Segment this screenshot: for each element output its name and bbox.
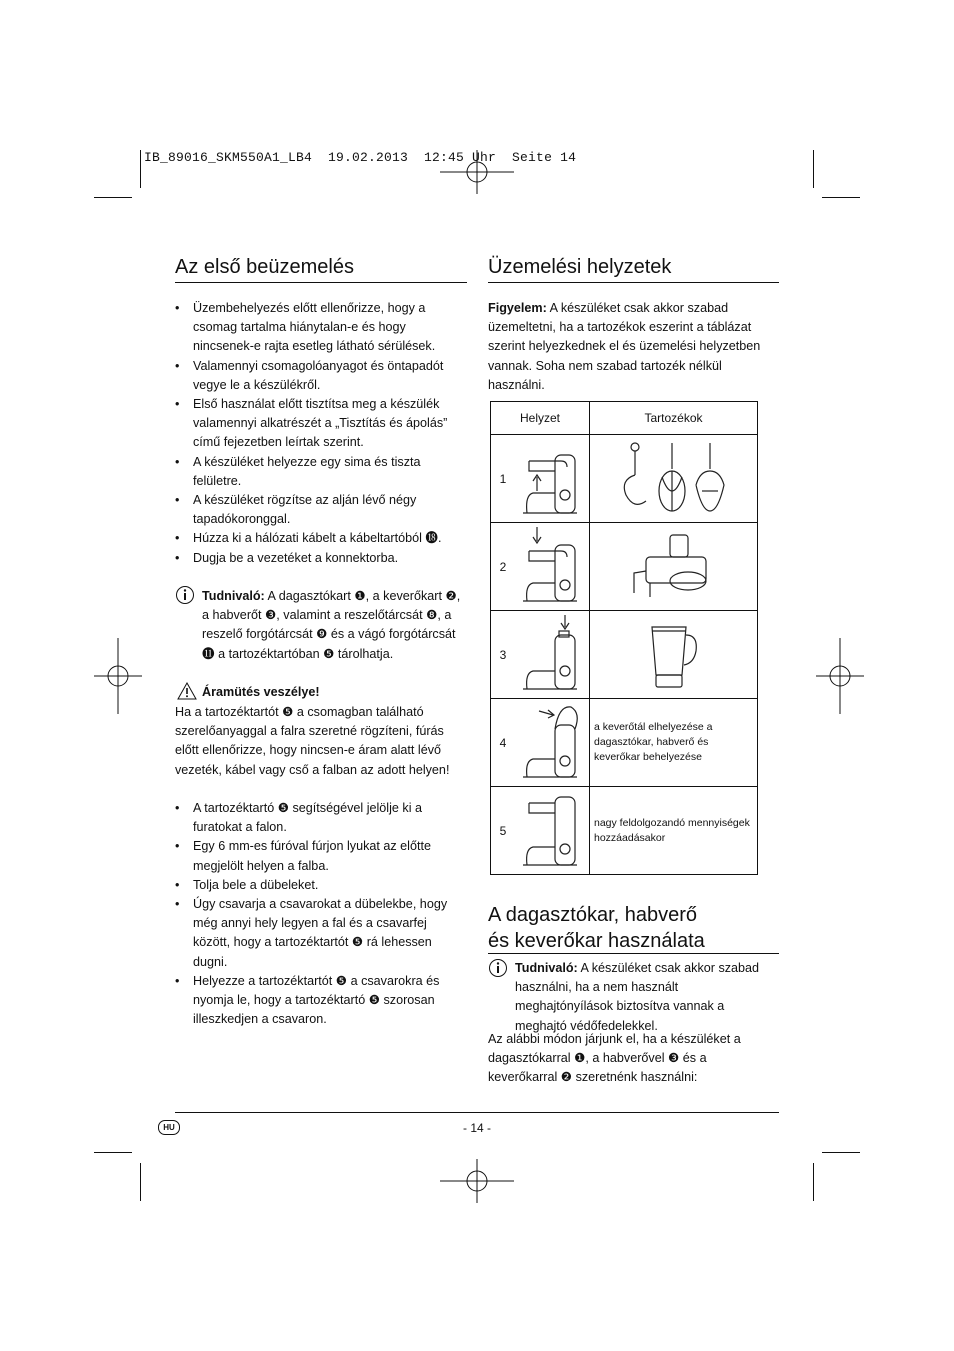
mixer-position-5-icon <box>515 787 585 871</box>
print-info: IB_89016_SKM550A1_LB4 19.02.2013 12:45 Uhr Seite 14 <box>144 150 577 165</box>
attention-label: Figyelem: <box>488 301 547 315</box>
table-row <box>491 787 758 875</box>
list-item: • Első használat előtt tisztítsa meg a készülék valamennyi alkatrészét a „Tisztítás és ápolás” című fejezetben leírtak szerint. <box>175 395 465 453</box>
left-section <box>175 254 467 280</box>
table-header-cell: Tartozékok <box>590 402 758 435</box>
list-item: • Helyezze a tartozéktartót ❺ a csavarokra és nyomja le, hogy a tartozéktartó ❺ szorosan illeszkedjen a csavaron. <box>175 972 465 1030</box>
accessories-tools-icon <box>590 435 756 519</box>
mixer-position-2-icon <box>515 523 585 607</box>
section-title-line: A dagasztókar, habverő <box>488 904 698 926</box>
note-text: A dagasztókart ❶, a keverőkart ❷, a habverőt ❸, valamint a reszelőtárcsát ❽, a reszelő forgótárcsát ❾ és a vágó forgótárcsát ⓫ a tartozéktartóban ❺ tárolhatja. <box>202 589 461 661</box>
note-tip <box>202 587 464 664</box>
table-header-cell: Helyzet <box>491 402 590 435</box>
usage-paragraph: Az alábbi módon járjunk el, ha a készüléket a dagasztókarral ❶, a habverővel ❸ és a keverőkarral ❷ szeretnénk használni: <box>488 1032 741 1085</box>
list-item: • A készüléket helyezze egy sima és tiszta felületre. <box>175 453 465 491</box>
table-header-row <box>491 402 758 435</box>
section-title: Üzemelési helyzetek <box>488 256 672 278</box>
table-row <box>491 699 758 787</box>
accessory-instruction: a keverőtál elhelyezése a dagasztókar, habverő és keverőkar behelyezése <box>590 699 758 787</box>
table-row <box>491 611 758 699</box>
note-label: Tudnivaló: <box>515 961 578 975</box>
usage-section <box>488 902 779 954</box>
position-table <box>490 401 758 875</box>
mixer-position-4-icon <box>515 699 585 783</box>
list-item: • A tartozéktartó ❺ segítségével jelölje ki a furatokat a falon. <box>175 799 465 837</box>
slicer-attachment-icon <box>590 523 756 607</box>
note-text: A készüléket csak akkor szabad használni, ha a nem használt meghajtónyílások biztosítva vannak a meghajtó védőfedelekkel. <box>515 961 760 1033</box>
section-title-line: és keverőkar használata <box>488 930 705 952</box>
position-number: 2 <box>491 523 516 611</box>
position-number: 4 <box>491 699 516 787</box>
divider <box>488 953 779 954</box>
mounting-list <box>175 799 465 1029</box>
warning-icon <box>177 682 197 700</box>
table-row <box>491 435 758 523</box>
divider <box>175 282 467 283</box>
position-number: 5 <box>491 787 516 875</box>
list-item: • Egy 6 mm-es fúróval fúrjon lyukat az előtte megjelölt helyen a falba. <box>175 837 465 875</box>
warning-text: Ha a tartozéktartót ❺ a csomagban található szerelőanyaggal a falra szeretné rögzíteni, fúrás előtt ellenőrizze, hogy nincsen-e áram alatt lévő vezeték, kábel vagy cső a falban az adott helyen! <box>175 705 450 777</box>
accessory-instruction: nagy feldolgozandó mennyiségek hozzáadásakor <box>590 787 758 875</box>
footer-divider <box>175 1112 779 1113</box>
info-icon <box>175 585 195 605</box>
right-section <box>488 254 779 280</box>
attention-text: A készüléket csak akkor szabad üzemeltetni, ha a tartozékok eszerint a táblázat szerint helyezkednek el és üzemelési helyzetben vannak. Soha nem szabad tartozék nélkül használni. <box>488 301 761 392</box>
attention-note <box>488 299 778 395</box>
warning-title: Áramütés veszélye! <box>202 685 320 699</box>
setup-list <box>175 299 465 568</box>
list-item: • Húzza ki a hálózati kábelt a kábeltartóból ⓲. <box>175 529 465 548</box>
list-item: • Tolja bele a dübeleket. <box>175 876 465 895</box>
blender-jug-icon <box>590 611 756 695</box>
mixer-position-3-icon <box>515 611 585 695</box>
position-number: 3 <box>491 611 516 699</box>
list-item: • A készüléket rögzítse az alján lévő négy tapadókoronggal. <box>175 491 465 529</box>
mixer-position-1-icon <box>515 435 585 519</box>
note-label: Tudnivaló: <box>202 589 265 603</box>
list-item: • Üzembehelyezés előtt ellenőrizze, hogy a csomag tartalma hiánytalan-e és hogy nincsenek-e rajta esetleg látható sérülések. <box>175 299 465 357</box>
divider <box>488 282 779 283</box>
list-item: • Úgy csavarja a csavarokat a dübelekbe, hogy még annyi hely legyen a fal és a csavarfej között, hogy a tartozéktartót ❺ rá lehessen dugni. <box>175 895 465 972</box>
note-tip <box>515 959 779 1036</box>
section-title: Az első beüzemelés <box>175 256 354 278</box>
language-badge: HU <box>158 1120 180 1135</box>
table-row <box>491 523 758 611</box>
list-item: • Valamennyi csomagolóanyagot és öntapadót vegye le a készülékről. <box>175 357 465 395</box>
page-number: - 14 - <box>462 1121 491 1135</box>
list-item: • Dugja be a vezetéket a konnektorba. <box>175 549 465 568</box>
position-number: 1 <box>491 435 516 523</box>
info-icon <box>488 958 508 978</box>
